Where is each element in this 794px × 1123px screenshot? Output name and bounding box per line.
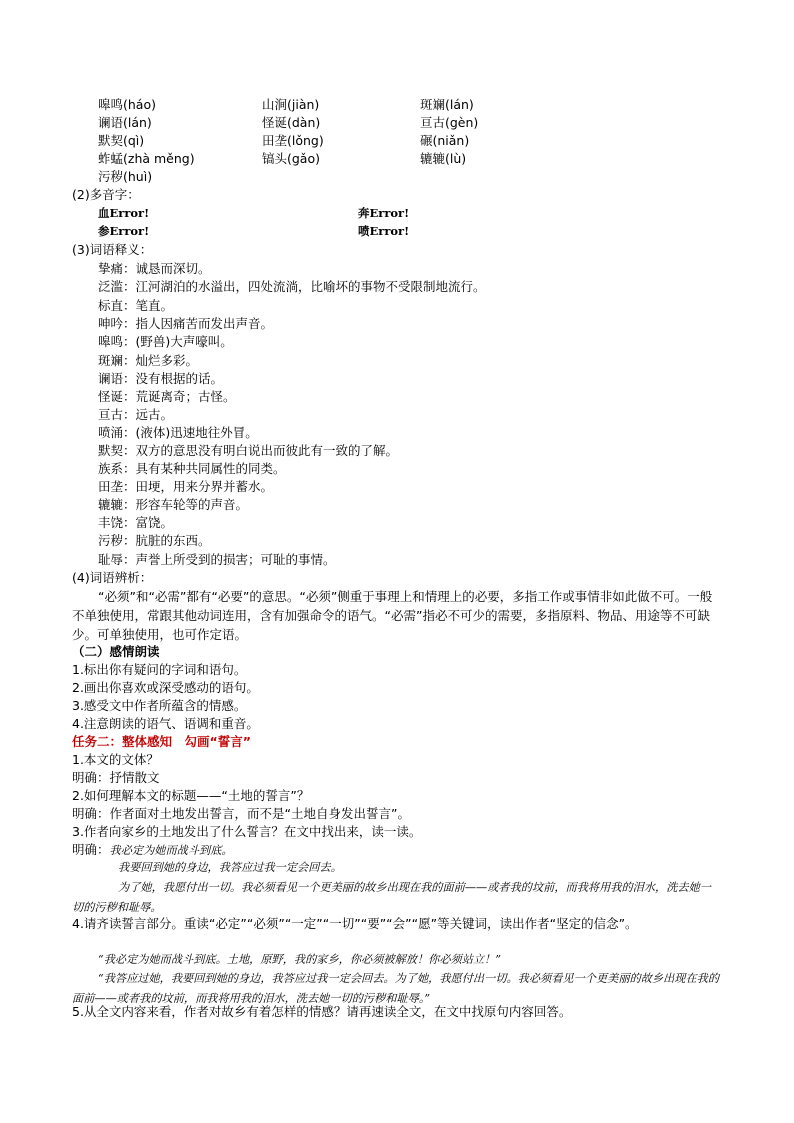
pron-item: 斑斓(lán) xyxy=(420,97,474,112)
oath-line: 为了她，我愿付出一切。我必须看见一个更美丽的故乡出现在我的面前——或者我的坟前，而我将用我的泪水，洗去她一切的污秽和耻辱。 xyxy=(72,881,711,914)
answer xyxy=(72,841,233,860)
oath-line: 我必定为她而战斗到底。 xyxy=(109,844,233,857)
polyphone-text: 参Error! xyxy=(98,224,150,238)
pron-item: 镐头(gǎo) xyxy=(262,151,320,166)
question: 1.本文的文体？ xyxy=(72,752,159,767)
definition-item: 谰语：没有根据的话。 xyxy=(98,371,224,386)
pron-item: 田垄(lǒng) xyxy=(262,133,324,148)
task-heading: 任务二：整体感知 勾画“誓言” xyxy=(72,734,251,749)
definition-item: 喷涌：(液体)迅速地往外冒。 xyxy=(98,425,258,440)
discrimination-paragraph: “必须”和“必需”都有“必要”的意思。“必须”侧重于事理上和情理上的必要，多指工作或事情非如此做不可。一般不单独使用，常跟其他动词连用，含有加强命令的语气。“必需”指必不可少的需要，多指原料、物品、用途等不可缺少。可单独使用，也可作定语。 xyxy=(72,589,713,642)
reading-step: 4.注意朗读的语气、语调和重音。 xyxy=(72,716,259,731)
question: 4.请齐读誓言部分。重读“必定”“必须”“一定”“一切”“要”“会”“愿”等关键词，读出作者“坚定的信念”。 xyxy=(72,916,638,931)
section-heading: (3)词语释义： xyxy=(72,242,153,257)
pron-item: 嗥鸣(háo) xyxy=(98,97,156,112)
definition-item: 斑斓：灿烂多彩。 xyxy=(98,353,199,368)
polyphone-can xyxy=(98,222,149,240)
answer-label: 明确： xyxy=(72,842,110,857)
question: 3.作者向家乡的土地发出了什么誓言？在文中找出来，读一读。 xyxy=(72,824,422,839)
question: 5.从全文内容来看，作者对故乡有着怎样的情感？请再速读全文，在文中找原句内容回答。 xyxy=(72,1004,572,1019)
pron-item: 谰语(lán) xyxy=(98,115,152,130)
pron-item: 亘古(gèn) xyxy=(420,115,479,130)
definition-item: 挚痛：诚恳而深切。 xyxy=(98,261,211,276)
polyphone-text: 喷Error! xyxy=(358,224,410,238)
definition-item: 族系：具有某种共同属性的同类。 xyxy=(98,461,286,476)
pron-item: 怪诞(dàn) xyxy=(262,115,321,130)
definition-item: 呻吟：指人因痛苦而发出声音。 xyxy=(98,316,274,331)
oath-quote: “我答应过她，我要回到她的身边，我答应过我一定会回去。为了她，我愿付出一切。我必须看见一个更美丽的故乡出现在我的面前——或者我的坟前，而我将用我的泪水，洗去她一切的污秽和耻辱。” xyxy=(72,972,720,1005)
definition-item: 怪诞：荒诞离奇；古怪。 xyxy=(98,389,236,404)
answer: 明确：作者面对土地发出誓言，而不是“土地自身发出誓言”。 xyxy=(72,806,410,821)
definition-item: 默契：双方的意思没有明白说出而彼此有一致的了解。 xyxy=(98,443,399,458)
section-heading: (4)词语辨析： xyxy=(72,570,153,585)
polyphone-pen xyxy=(358,222,409,240)
definition-item: 田垄：田埂，用来分界并蓄水。 xyxy=(98,479,274,494)
reading-step: 1.标出你有疑问的字词和语句。 xyxy=(72,662,247,677)
definition-item: 辘辘：形容车轮等的声音。 xyxy=(98,497,249,512)
pron-item: 辘辘(lù) xyxy=(420,151,467,166)
oath-line: 我要回到她的身边，我答应过我一定会回去。 xyxy=(118,861,342,874)
pron-item: 污秽(huì) xyxy=(98,169,153,184)
definition-item: 嗥鸣：(野兽)大声嚎叫。 xyxy=(98,334,233,349)
oath-quote: “我必定为她而战斗到底。土地，原野，我的家乡，你必须被解放！你必须站立！” xyxy=(98,953,502,966)
reading-step: 3.感受文中作者所蕴含的情感。 xyxy=(72,698,247,713)
section-heading: (2)多音字： xyxy=(72,187,140,202)
pron-item: 山涧(jiàn) xyxy=(262,97,320,112)
polyphone-xue xyxy=(98,204,149,222)
definition-item: 污秽：肮脏的东西。 xyxy=(98,533,211,548)
pron-item: 碾(niǎn) xyxy=(420,133,470,148)
answer: 明确：抒情散文 xyxy=(72,770,160,785)
definition-item: 亘古：远古。 xyxy=(98,407,174,422)
reading-step: 2.画出你喜欢或深受感动的语句。 xyxy=(72,680,259,695)
question: 2.如何理解本文的标题——“土地的誓言”？ xyxy=(72,788,310,803)
section-heading: （二）感情朗读 xyxy=(72,644,160,659)
pron-item: 默契(qì) xyxy=(98,133,145,148)
definition-item: 耻辱：声誉上所受到的损害；可耻的事情。 xyxy=(98,552,336,567)
polyphone-text: 血Error! xyxy=(98,206,150,220)
polyphone-text: 奔Error! xyxy=(358,206,410,220)
pron-item: 蚱蜢(zhà měng) xyxy=(98,151,195,166)
polyphone-ben xyxy=(358,204,409,222)
definition-item: 丰饶：富饶。 xyxy=(98,515,174,530)
definition-item: 标直：笔直。 xyxy=(98,298,174,313)
definition-item: 泛滥：江河湖泊的水溢出，四处流淌，比喻坏的事物不受限制地流行。 xyxy=(98,279,486,294)
